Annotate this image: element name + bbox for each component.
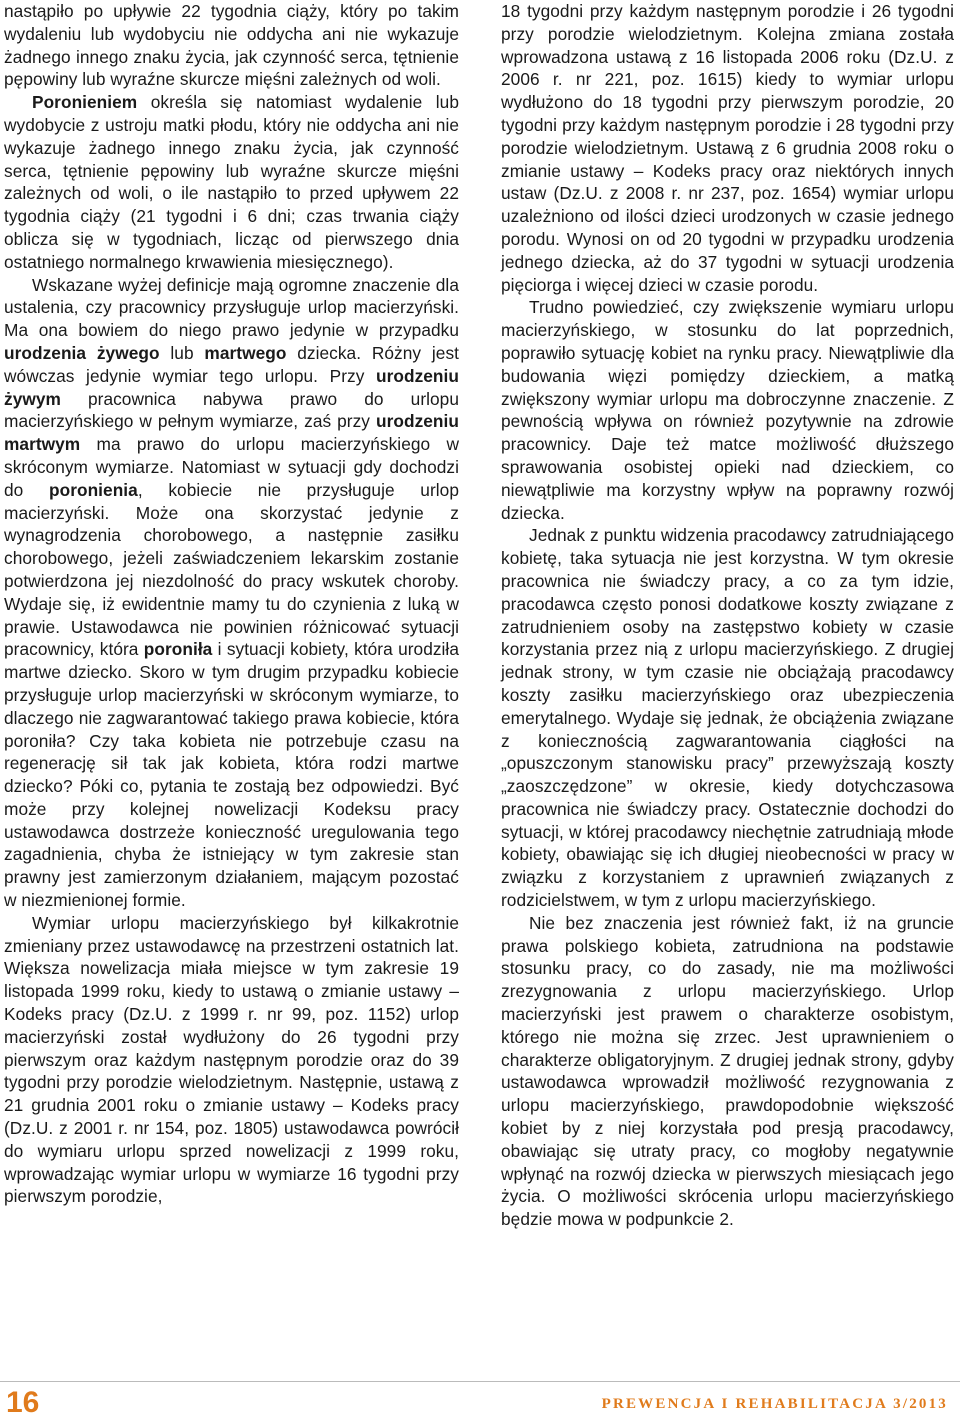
text-run: i sytuacji kobiety, która urodziła martwe dziecko. Skoro w tym drugim przypadku kobiecie przysługuje urlop macierzyński w skróconym wymiarze, to dlaczego nie zagwarantować takiego prawa kobiecie, która poroniła? Czy taka kobieta nie potrzebuje czasu na regenerację sił tak jak kobieta, która rodzi martwe dziecko? Póki co, pytania te zostają bez odpowiedzi. Być może przy kolejnej nowelizacji Kodeksu pracy ustawodawca dostrzeże konieczność uregulowania tego zagadnienia, chyba że istniejący w tym zakresie stan prawny jest zamierzonym działaniem, mającym pozostać w niezmienionej formie.	[4, 639, 459, 911]
emphasized-term: martwego	[204, 342, 287, 363]
emphasized-term: urodzenia żywego	[4, 342, 160, 363]
journal-title: PREWENCJA I REHABILITACJA 3/2013	[601, 1396, 948, 1412]
paragraph	[501, 0, 954, 296]
text-run: określa się natomiast wydalenie lub wydobycie z ustroju matki płodu, który nie oddycha ani nie wykazuje żadnego innego znaku życia, jak czynność serca, tętnienie pępowiny lub wyraźne skurcze mięśni zależnych od woli, o ile nastąpiło to przed upływem 22 tygodnia ciąży (21 tygodni i 6 dni; czas trwania ciąży oblicza się w tygodniach, licząc od pierwszego dnia ostatniego normalnego krwawienia miesięcznego).	[4, 92, 459, 272]
emphasized-term: Poronieniem	[32, 92, 138, 113]
text-run: , kobiecie nie przysługuje urlop macierzyński. Może ona skorzystać jedynie z wynagrodzenia chorobowego, a następnie zasiłku chorobowego, jeżeli zaświadczeniem lekarskim zostanie potwierdzona jej niezdolność do pracy wskutek choroby. Wydaje się, iż ewidentnie mamy tu do czynienia z luką w prawie. Ustawodawca nie powinien różnicować sytuacji pracownicy, która	[4, 479, 459, 660]
paragraph	[501, 912, 954, 1231]
text-run: 18 tygodni przy każdym następnym porodzie i 26 tygodni przy porodzie wielodzietnym. Kolejna zmiana została wprowadzona ustawą z 16 listopada 2006 roku (Dz.U. z 2006 r. nr 221, poz. 1615) kiedy to wymiar urlopu wydłużono do 18 tygodni przy pierwszym porodzie, 20 tygodni przy każdym następnym porodzie i 28 tygodni przy porodzie wielodzietnym. Ustawą z 6 grudnia 2008 roku o zmianie ustawy – Kodeks pracy oraz niektórych innych ustaw (Dz.U. z 2008 r. nr 237, poz. 1654) wymiar urlopu uzależniono od ilości dzieci urodzonych w czasie jednego porodu. Wynosi on od 20 tygodni w przypadku urodzenia jednego dziecka, aż do 37 tygodni w sytuacji urodzenia pięciorga i więcej dzieci w czasie porodu.	[501, 1, 954, 295]
paragraph	[4, 274, 459, 912]
emphasized-term: urodzeniu martwym	[4, 411, 459, 455]
emphasized-term: urodzeniu żywym	[4, 365, 459, 409]
paragraph	[4, 912, 459, 1208]
left-column	[4, 0, 459, 1208]
text-run: dziecka. Różny jest wówczas jedynie wymiar tego urlopu. Przy	[4, 342, 459, 386]
paragraph	[501, 296, 954, 524]
emphasized-term: poronienia	[48, 479, 138, 500]
text-run: Wymiar urlopu macierzyńskiego był kilkakrotnie zmieniany przez ustawodawcę na przestrzeni ostatnich lat. Większa nowelizacja miała miejsce w tym zakresie 19 listopada 1999 roku, kiedy to ustawą o zmianie ustawy – Kodeks pracy (Dz.U. z 1999 r. nr 99, poz. 1152) urlop macierzyński został wydłużony do 26 tygodni przy pierwszym oraz każdym następnym porodzie oraz do 39 tygodni przy porodzie wielodzietnym. Następnie, ustawą z 21 grudnia 2001 roku o zmianie ustawy – Kodeks pracy (Dz.U. z 2001 r. nr 154, poz. 1805) ustawodawca powrócił do wymiaru urlopu sprzed nowelizacji z 1999 roku, wprowadzając wymiar urlopu w wymiarze 16 tygodni przy pierwszym porodzie,	[4, 912, 459, 1207]
text-run: lub	[159, 342, 205, 363]
text-run: nastąpiło po upływie 22 tygodnia ciąży, który po takim wydaleniu lub wydobyciu nie oddycha ani nie wykazuje żadnego innego znaku życia, jak czynność serca, tętnienie pępowiny lub wyraźne skurcze mięśni zależnych od woli.	[4, 1, 459, 90]
paragraph	[501, 524, 954, 912]
page-number: 16	[6, 1386, 40, 1419]
text-run: Wskazane wyżej definicje mają ogromne znaczenie dla ustalenia, czy pracownicy przysługuje urlop macierzyński. Ma ona bowiem do niego prawo jedynie w przypadku	[4, 274, 459, 341]
footer-divider	[0, 1381, 960, 1382]
paragraph	[4, 0, 459, 91]
text-run: Nie bez znaczenia jest również fakt, iż na gruncie prawa polskiego kobieta, zatrudniona na podstawie stosunku pracy, co do zasady, nie ma możliwości zrezygnowania z urlopu macierzyńskiego. Urlop macierzyński jest prawem o charakterze osobistym, którego nie można się zrzec. Jest uprawnieniem o charakterze obligatoryjnym. Z drugiej jednak strony, gdyby ustawodawca wprowadził możliwość rezygnowania z urlopu macierzyńskiego, prawdopodobnie większość kobiet by z niej korzystała pod presją pracodawcy, obawiając się utraty pracy, co mogłoby negatywnie wpłynąć na rozwój dziecka w pierwszych miesiącach jego życia. O możliwości skrócenia urlopu macierzyńskiego będzie mowa w podpunkcie 2.	[501, 912, 954, 1230]
paragraph	[4, 91, 459, 273]
emphasized-term: poroniła	[143, 639, 213, 660]
right-column	[501, 0, 954, 1231]
text-run: pracownica nabywa prawo do urlopu macierzyńskiego w pełnym wymiarze, zaś przy	[4, 388, 459, 432]
text-run: Trudno powiedzieć, czy zwiększenie wymiaru urlopu macierzyńskiego, w stosunku do lat poprzednich, poprawiło sytuację kobiet na rynku pracy. Niewątpliwie dla budowania więzi pomiędzy dzieckiem, a matką zwiększony wymiar urlopu ma dobroczynne znaczenie. Z pewnością wpływa on również pozytywnie na zdrowie pracownicy. Daje też matce możliwość dłuższego sprawowania osobistej opieki nad dzieckiem, co niewątpliwie ma korzystny wpływ na poprawny rozwój dziecka.	[501, 297, 954, 523]
text-run: Jednak z punktu widzenia pracodawcy zatrudniającego kobietę, taka sytuacja nie jest korzystna. W tym okresie pracownica nie świadczy pracy, a co za tym idzie, pracodawca często ponosi dodatkowe koszty związane z zatrudnieniem osoby na zastępstwo kobiety w czasie korzystania przez nią z urlopu macierzyńskiego. Z drugiej jednak strony, w tym czasie nie obciążają pracodawcy koszty zasiłku macierzyńskiego oraz ubezpieczenia emerytalnego. Wydaje się jednak, że obciążenia związane z koniecznością zagwarantowania ciągłości na „opuszczonym stanowisku pracy” przewyższają koszty „zaoszczędzone” w okresie, kiedy dotychczasowa pracownica nie świadczy pracy. Ostatecznie dochodzi do sytuacji, w której pracodawcy niechętnie zatrudniają młode kobiety, obawiając się ich długiej nieobecności w pracy w związku z korzystaniem z uprawnień związanych z rodzicielstwem, w tym z urlopu macierzyńskiego.	[501, 525, 954, 911]
text-run: ma prawo do urlopu macierzyńskiego w skróconym wymiarze. Natomiast w sytuacji gdy dochodzi do	[4, 434, 459, 500]
